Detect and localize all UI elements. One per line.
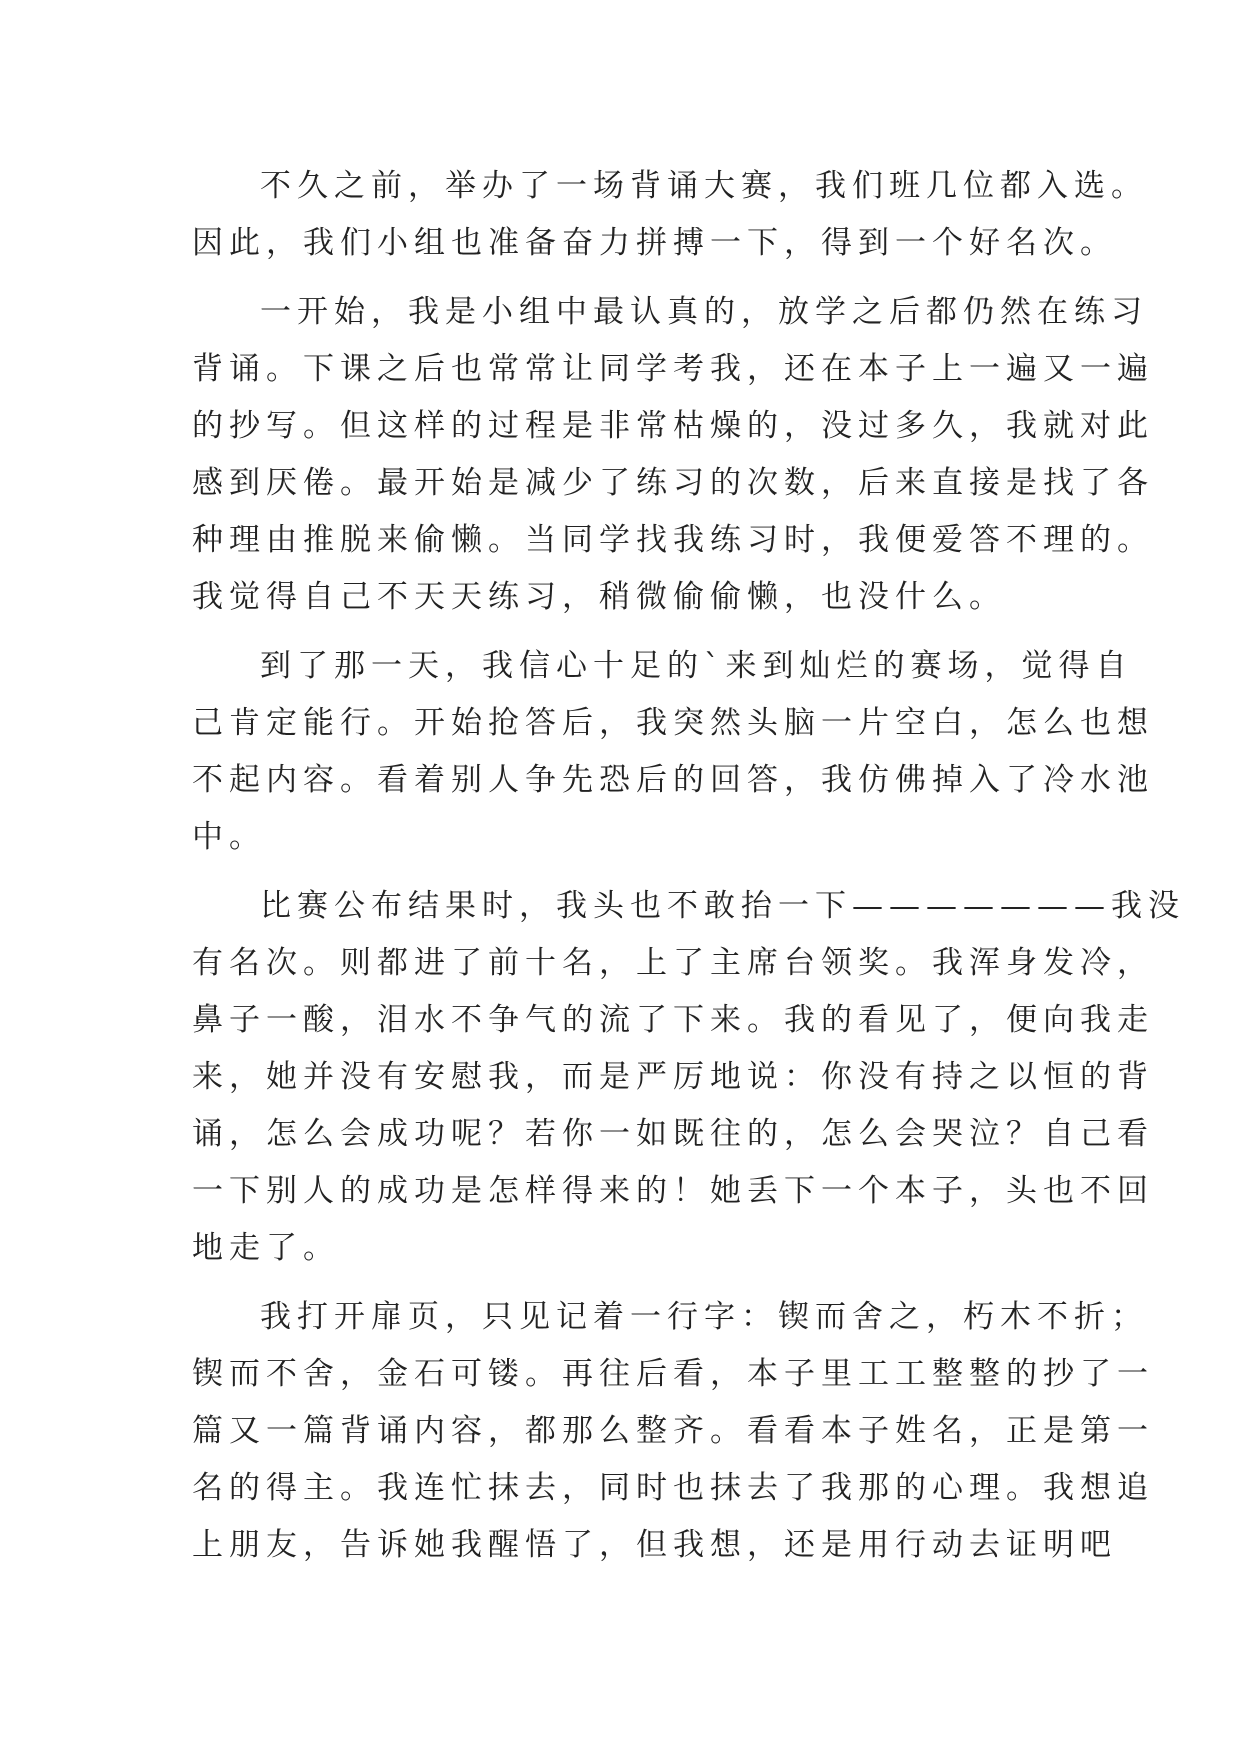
text-line: 锲而不舍，金石可镂。再往后看，本子里工工整整的抄了一	[192, 1356, 1154, 1392]
text-line: 诵，怎么会成功呢？若你一如既往的，怎么会哭泣？自己看	[192, 1116, 1154, 1152]
paragraph-3	[192, 638, 1154, 866]
text-line: 名的得主。我连忙抹去，同时也抹去了我那的心理。我想追	[192, 1470, 1154, 1506]
text-line: 一下别人的成功是怎样得来的！她丢下一个本子，头也不回	[192, 1173, 1154, 1209]
text-line: 一开始，我是小组中最认真的，放学之后都仍然在练习	[260, 294, 1148, 330]
paragraph-1	[192, 158, 1148, 272]
paragraph-4	[192, 878, 1185, 1277]
paragraph-2	[192, 284, 1154, 626]
text-line: 到了那一天，我信心十足的`来到灿烂的赛场，觉得自	[260, 648, 1133, 684]
text-line: 背诵。下课之后也常常让同学考我，还在本子上一遍又一遍	[192, 351, 1154, 387]
text-line: 地走了。	[192, 1230, 340, 1266]
text-line: 有名次。则都进了前十名，上了主席台领奖。我浑身发冷，	[192, 945, 1154, 981]
document-body	[192, 158, 1185, 1574]
text-line: 鼻子一酸，泪水不争气的流了下来。我的看见了，便向我走	[192, 1002, 1154, 1038]
text-line: 上朋友，告诉她我醒悟了，但我想，还是用行动去证明吧	[192, 1527, 1117, 1563]
text-line: 篇又一篇背诵内容，都那么整齐。看看本子姓名，正是第一	[192, 1413, 1154, 1449]
paragraph-5	[192, 1289, 1154, 1574]
text-line: 中。	[192, 819, 266, 855]
text-line: 的抄写。但这样的过程是非常枯燥的，没过多久，我就对此	[192, 408, 1154, 444]
text-line: 比赛公布结果时，我头也不敢抬一下———————我没	[260, 888, 1185, 924]
text-line: 我打开扉页，只见记着一行字：锲而舍之，朽木不折；	[260, 1299, 1148, 1335]
text-line: 己肯定能行。开始抢答后，我突然头脑一片空白，怎么也想	[192, 705, 1154, 741]
text-line: 感到厌倦。最开始是减少了练习的次数，后来直接是找了各	[192, 465, 1154, 501]
text-line: 我觉得自己不天天练习，稍微偷偷懒，也没什么。	[192, 579, 1006, 615]
text-line: 种理由推脱来偷懒。当同学找我练习时，我便爱答不理的。	[192, 522, 1154, 558]
text-line: 来，她并没有安慰我，而是严厉地说：你没有持之以恒的背	[192, 1059, 1154, 1095]
text-line: 因此，我们小组也准备奋力拼搏一下，得到一个好名次。	[192, 225, 1117, 261]
text-line: 不起内容。看着别人争先恐后的回答，我仿佛掉入了冷水池	[192, 762, 1154, 798]
text-line: 不久之前，举办了一场背诵大赛，我们班几位都入选。	[260, 168, 1148, 204]
